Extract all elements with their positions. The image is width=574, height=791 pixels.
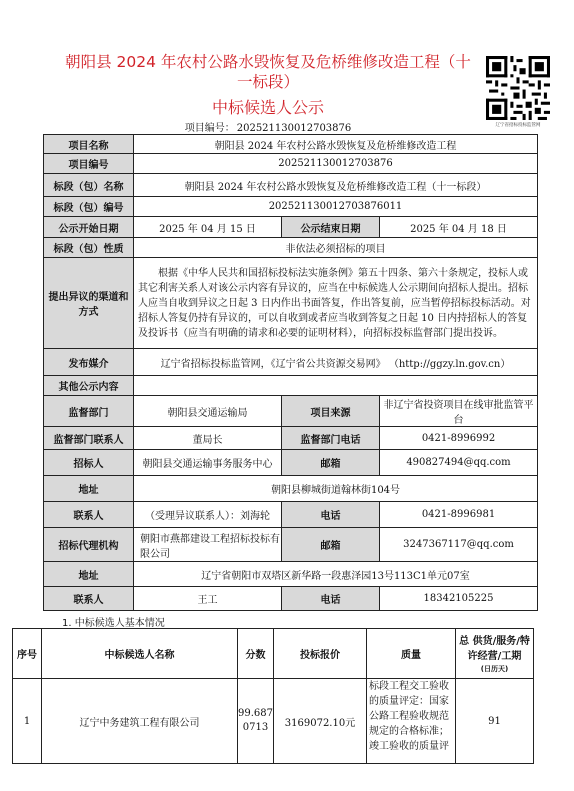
page-subtitle: 中标候选人公示 [211,98,324,117]
label-other: 其他公示内容 [44,376,134,396]
header-no: 序号 [13,629,42,679]
row-section-no [44,197,538,217]
value-supervisor: 朝阳县交通运输局 [134,396,282,427]
value-agency-email: 3247367117@qq.com [380,528,538,562]
qr-code-icon [486,56,550,120]
row-agency-contact [44,587,538,611]
value-end-date: 2025 年 04 月 18 日 [380,217,538,238]
value-other [134,376,538,396]
table-row [13,679,534,764]
cell-quality: 标段工程交工验收的质量评定：国家公路工程验收规范规定的合格标准；竣工验收的质量评 [367,679,456,764]
value-media: 辽宁省招标投标监管网，《辽宁省公共资源交易网》 （http://ggzy.ln.gov.cn） [134,349,538,376]
label-source: 项目来源 [282,396,380,427]
label-nature: 标段（包）性质 [44,238,134,258]
value-objection: 根据《中华人民共和国招标投标法实施条例》第五十四条、第六十条规定，投标人或其它利害关系人对该公示内容有异议的，应当在中标候选人公示期间向招标人提出。招标人应当自收到异议之日起 3 日内作出书面答复，作出答复前，应当暂停招标投标活动。对招标人答复仍持有异议的，可以自收到或者应当收到答复之日起 10 日内持招标人的答复及投诉书（应当有明确的请求和必要的证明材料），向招标投标监督部门提出投诉。 [134,258,538,349]
header-period-text: 总 供货/服务/特许经营/工期 [459,635,530,662]
row-supervisor [44,396,538,427]
value-sup-phone: 0421-8996992 [380,427,538,450]
header-price: 投标报价 [274,629,367,679]
label-project-no: 项目编号 [44,154,134,174]
row-section-name [44,174,538,197]
candidate-table [12,628,534,764]
label-objection: 提出异议的渠道和方式 [44,258,134,349]
row-project-name [44,135,538,154]
row-dates [44,217,538,238]
cell-price: 3169072.10元 [274,679,367,764]
value-tenderer-contact: （受理异议联系人）：刘海轮 [134,502,282,528]
row-tenderer-address [44,476,538,502]
row-nature [44,238,538,258]
qr-code [486,56,550,120]
label-sup-phone: 监督部门电话 [282,427,380,450]
label-tenderer-email: 邮箱 [282,450,380,476]
row-tenderer-contact [44,502,538,528]
cell-score: 99.6870713 [238,679,274,764]
page-title: 朝阳县 2024 年农村公路水毁恢复及危桥维修改造工程（十一标段） [65,53,471,91]
label-tenderer-address: 地址 [44,476,134,502]
value-agency-address: 辽宁省朝阳市双塔区新华路一段惠泽园13号113C1单元07室 [134,562,538,587]
value-project-name: 朝阳县 2024 年农村公路水毁恢复及危桥维修改造工程 [134,135,538,154]
header-quality: 质量 [367,629,456,679]
label-agency-address: 地址 [44,562,134,587]
label-project-name: 项目名称 [44,135,134,154]
row-agency [44,528,538,562]
row-project-no [44,154,538,174]
project-number-label: 项目编号： [184,123,235,134]
value-agency-phone: 18342105225 [380,587,538,611]
value-agency: 朝阳市燕都建设工程招标投标有限公司 [134,528,282,562]
value-section-name: 朝阳县 2024 年农村公路水毁恢复及危桥维修改造工程（十一标段） [134,174,538,197]
label-sup-contact: 监督部门联系人 [44,427,134,450]
cell-period: 91 [456,679,534,764]
qr-caption: 辽宁省招标投标监管网 [495,123,541,128]
value-start-date: 2025 年 04 月 15 日 [134,217,282,238]
project-info-table [43,134,538,611]
value-tenderer: 朝阳县交通运输事务服务中心 [134,450,282,476]
cell-name: 辽宁中务建筑工程有限公司 [42,679,238,764]
value-agency-contact: 王工 [134,587,282,611]
label-start-date: 公示开始日期 [44,217,134,238]
header-name: 中标候选人名称 [42,629,238,679]
project-number-line [62,119,474,134]
value-source: 非辽宁省投资项目在线审批监管平台 [380,396,538,427]
cell-no: 1 [13,679,42,764]
row-sup-contact [44,427,538,450]
value-nature: 非依法必须招标的项目 [134,238,538,258]
project-number-value: 202521130012703876 [236,123,352,134]
value-tenderer-address: 朝阳县柳城街道翰林街104号 [134,476,538,502]
row-tenderer [44,450,538,476]
header-period-unit: (日历天) [480,664,509,673]
row-media [44,349,538,376]
value-project-no: 202521130012703876 [134,154,538,174]
label-agency-phone: 电话 [282,587,380,611]
label-section-name: 标段（包）名称 [44,174,134,197]
label-section-no: 标段（包）编号 [44,197,134,217]
value-section-no: 202521130012703876011 [134,197,538,217]
label-agency: 招标代理机构 [44,528,134,562]
label-media: 发布媒介 [44,349,134,376]
section-title-candidates: 1. 中标候选人基本情况 [62,618,165,629]
value-tenderer-phone: 0421-8996981 [380,502,538,528]
row-objection [44,258,538,349]
row-agency-address [44,562,538,587]
value-sup-contact: 董局长 [134,427,282,450]
label-agency-email: 邮箱 [282,528,380,562]
label-tenderer: 招标人 [44,450,134,476]
header-period [456,629,534,679]
label-tenderer-contact: 联系人 [44,502,134,528]
row-other [44,376,538,396]
label-agency-contact: 联系人 [44,587,134,611]
candidate-header-row [13,629,534,679]
label-end-date: 公示结束日期 [282,217,380,238]
label-tenderer-phone: 电话 [282,502,380,528]
header-score: 分数 [238,629,274,679]
label-supervisor: 监督部门 [44,396,134,427]
value-tenderer-email: 490827494@qq.com [380,450,538,476]
